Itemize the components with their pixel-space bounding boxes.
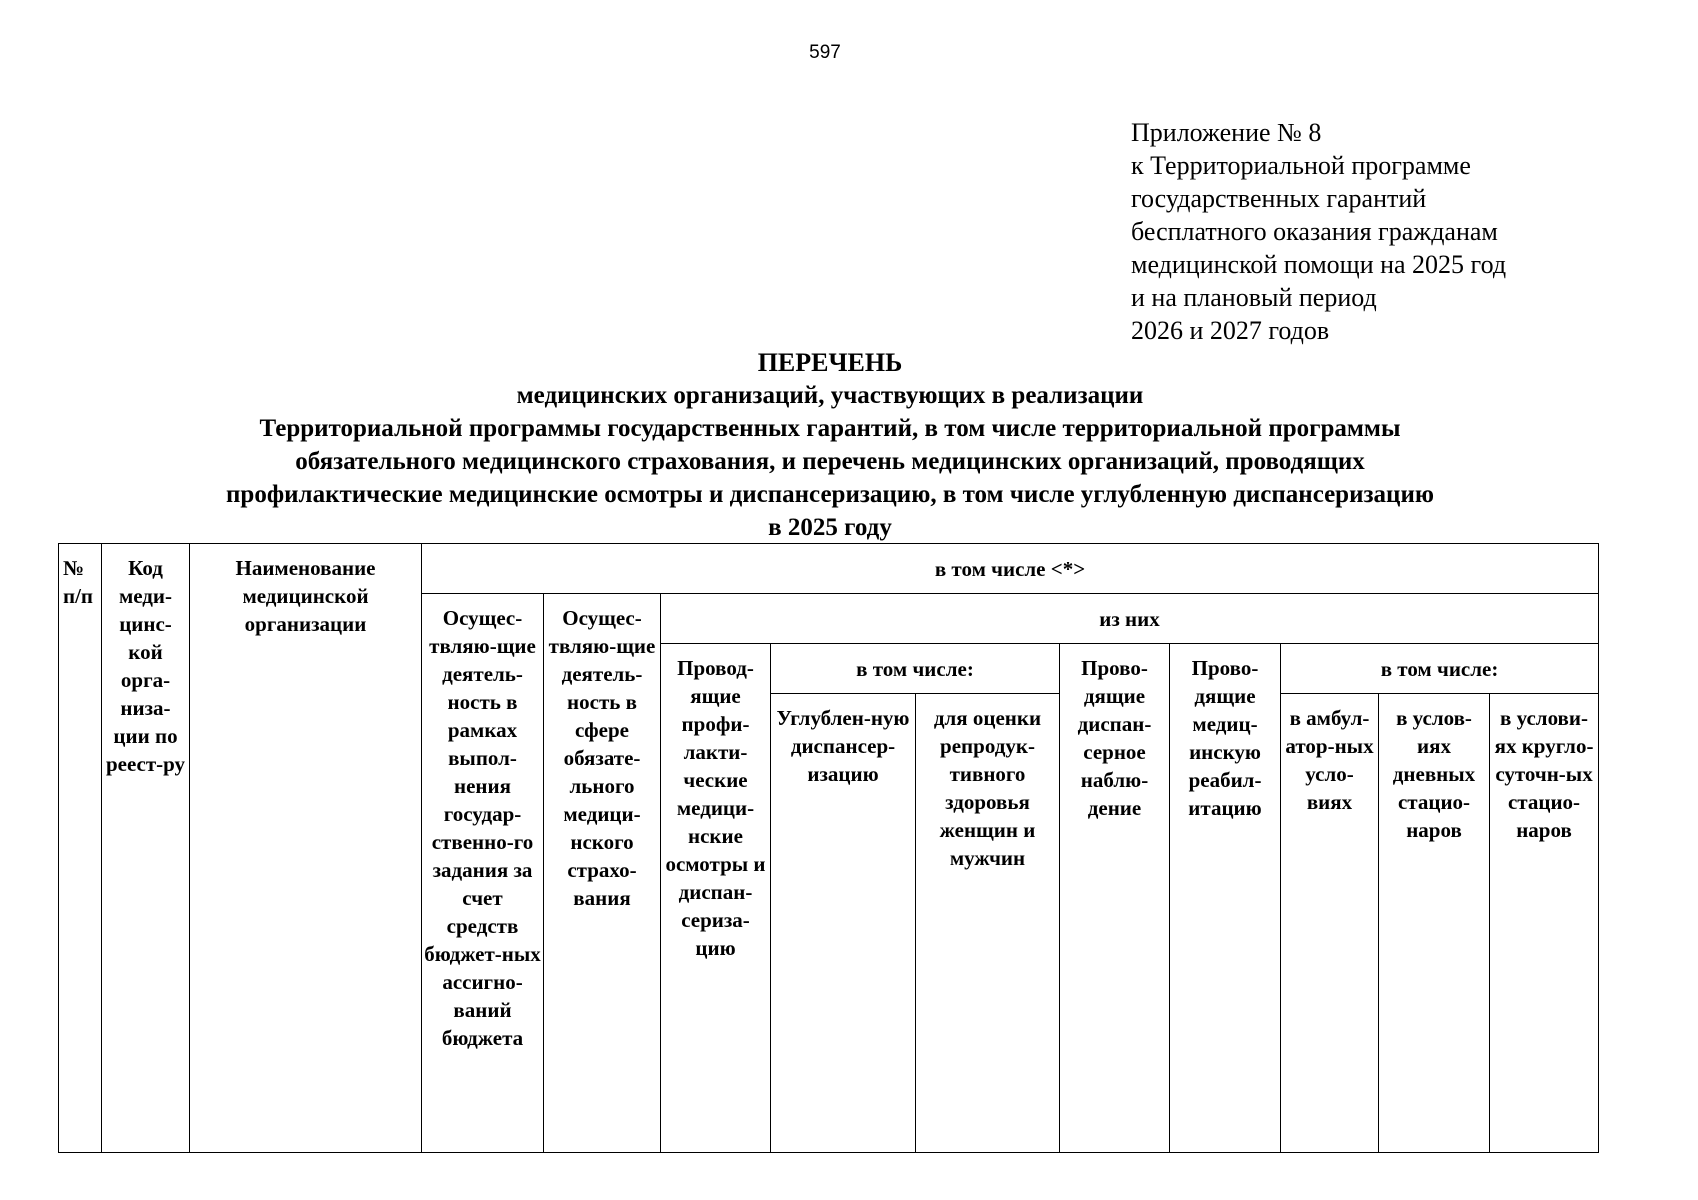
header-name: Наименование медицинской организации [190, 544, 422, 1153]
header-round-hospital: в услови-ях кругло-суточн-ых стацио-наров [1490, 694, 1599, 1153]
appendix-line: и на плановый период [1131, 283, 1377, 312]
appendix-note [1131, 116, 1651, 347]
title-line: обязательного медицинского страхования, и перечень медицинских организаций, проводящих [295, 448, 1365, 475]
header-day-hospital: в услов-иях дневных стацио-наров [1379, 694, 1490, 1153]
title-line: медицинских организаций, участвующих в реализации [516, 382, 1144, 409]
title-line: в 2025 году [768, 514, 892, 541]
appendix-line: Приложение № 8 [1131, 118, 1322, 147]
header-state-task: Осущес-твляю-щие деятель-ность в рамках выпол-нения государ-ственно-го задания за счет средств бюджет-ных ассигно-ваний бюджета [422, 594, 544, 1153]
title-main: ПЕРЕЧЕНЬ [757, 348, 903, 377]
organizations-table [58, 543, 1599, 1153]
header-dispensary-observation: Прово-дящие диспан-серное наблю-дение [1060, 644, 1170, 1153]
header-including: в том числе <*> [422, 544, 1599, 594]
appendix-line: государственных гарантий [1131, 184, 1427, 213]
page-number: 597 [809, 42, 841, 63]
header-outpatient: в амбул-атор-ных усло-виях [1281, 694, 1379, 1153]
document-title [60, 346, 1600, 544]
header-num: № п/п [59, 544, 102, 1153]
header-code: Код меди-цинс-кой орга-низа-ции по реест-ру [102, 544, 190, 1153]
title-line: Территориальной программы государственных гарантий, в том числе территориальной программы [259, 415, 1401, 442]
appendix-line: медицинской помощи на 2025 год [1131, 250, 1507, 279]
appendix-line: бесплатного оказания гражданам [1131, 217, 1498, 246]
title-line: профилактические медицинские осмотры и диспансеризацию, в том числе углубленную диспансеризацию [226, 481, 1434, 508]
header-reproductive: для оценки репродук-тивного здоровья женщин и мужчин [916, 694, 1060, 1153]
header-preventive-exams: Провод-ящие профи-лакти-ческие медици-нские осмотры и диспан-сериза-цию [661, 644, 771, 1153]
appendix-line: к Территориальной программе [1131, 151, 1471, 180]
header-oms: Осущес-твляю-щие деятель-ность в сфере обязате-льного медици-нского страхо-вания [544, 594, 661, 1153]
appendix-line: 2026 и 2027 годов [1131, 316, 1330, 345]
header-including-2: в том числе: [771, 644, 1060, 694]
header-including-3: в том числе: [1281, 644, 1599, 694]
header-rehabilitation: Прово-дящие медиц-инскую реабил-итацию [1170, 644, 1281, 1153]
header-of-them: из них [661, 594, 1599, 644]
header-in-depth: Углублен-ную диспансер-изацию [771, 694, 916, 1153]
